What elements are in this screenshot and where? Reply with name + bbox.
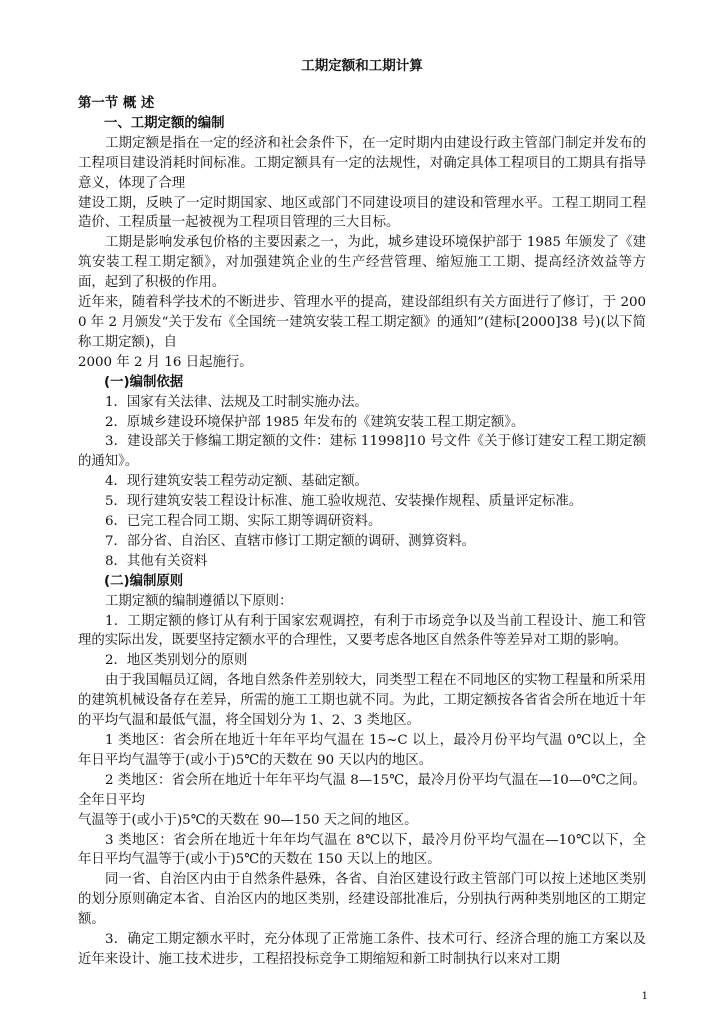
basis-item: 2．原城乡建设环境保护部 1985 年发布的《建筑安装工程工期定额》。 (105, 414, 525, 430)
paragraph: 2000 年 2 月 16 日起施行。 (78, 354, 253, 370)
paragraph: 2 类地区：省会所在地近十年年平均气温 8—15℃，最冷月份平均气温在—10—0℃之间。全年日平均 (78, 772, 646, 808)
paragraph: 气温等于(或小于)5℃的天数在 90—150 天之间的地区。 (78, 812, 418, 828)
paragraph: 工期定额是指在一定的经济和社会条件下，在一定时期内由建设行政主管部门制定并发布的工程项目建设消耗时间标准。工期定额具有一定的法规性，对确定具体工程项目的工期具有指导意义，体现了合理 (78, 135, 646, 191)
paragraph: 建设工期，反映了一定时期国家、地区或部门不同建设项目的建设和管理水平。工程工期同工程造价、工程质量一起被视为工程项目管理的三大目标。 (78, 195, 646, 231)
basis-item: 4．现行建筑安装工程劳动定额、基础定额。 (105, 474, 368, 490)
paragraph: 2．地区类别划分的原则 (105, 653, 248, 669)
paragraph: 3 类地区：省会所在地近十年年均气温在 8℃以下，最冷月份平均气温在—10℃以下，全年日平均气温等于(或小于)5℃的天数在 150 天以上的地区。 (78, 832, 646, 868)
basis-item: 5．现行建筑安装工程设计标准、施工验收规范、安装操作规程、质量评定标准。 (105, 494, 583, 510)
basis-item: 1．国家有关法律、法规及工时制实施办法。 (105, 394, 368, 410)
basis-heading: (一)编制依据 (104, 374, 184, 390)
document-page (78, 56, 646, 970)
basis-item: 7．部分省、自治区、直辖市修订工期定额的调研、测算资料。 (105, 533, 476, 549)
paragraph: 1．工期定额的修订从有利于国家宏观调控，有利于市场竞争以及当前工程设计、施工和管理的实际出发，既要坚持定额水平的合理性，又要考虑各地区自然条件等差异对工期的影响。 (78, 613, 646, 649)
paragraph: 工期是影响发承包价格的主要因素之一，为此，城乡建设环境保护部于 1985 年颁发了《建筑安装工程工期定额》，对加强建筑企业的生产经营管理、缩短施工工期、提高经济效益等方面，起到了积极的作用。 (78, 235, 646, 291)
basis-item: 3．建设部关于修编工期定额的文件：建标 11998]10 号文件《关于修订建安工程工期定额的通知》。 (78, 434, 646, 470)
paragraph: 同一省、自治区内由于自然条件悬殊，各省、自治区建设行政主管部门可以按上述地区类别的划分原则确定本省、自治区内的地区类别，经建设部批准后，分别执行两种类别地区的工期定额。 (78, 872, 646, 928)
principle-heading: (二)编制原则 (104, 573, 184, 589)
paragraph: 1 类地区：省会所在地近十年年平均气温在 15~C 以上，最冷月份平均气温 0℃以上，全年日平均气温等于(或小于)5℃的天数在 90 天以内的地区。 (78, 733, 646, 768)
basis-item: 6．已完工程合同工期、实际工期等调研资料。 (105, 514, 382, 530)
paragraph: 工期定额的编制遵循以下原则： (105, 593, 293, 609)
paragraph: 由于我国幅员辽阔，各地自然条件差别较大，同类型工程在不同地区的实物工程量和所采用的建筑机械设备存在差异，所需的施工工期也就不同。为此，工期定额按各省省会所在地近十年的平均气温和最低气温，将全国划分为 1、2、3 类地区。 (78, 673, 646, 729)
basis-item: 8．其他有关资料 (105, 553, 208, 569)
section-heading: 第一节 概 述 (78, 96, 155, 111)
page-number: 1 (641, 991, 648, 1002)
paragraph: 近年来，随着科学技术的不断进步、管理水平的提高，建设部组织有关方面进行了修订，于 2000 年 2 月颁发“关于发布《全国统一建筑安装工程工期定额》的通知”(建标[2000]38 号)(以下简称工期定额)，自 (78, 295, 646, 350)
paragraph: 3．确定工期定额水平时，充分体现了正常施工条件、技术可行、经济合理的施工方案以及近年来设计、施工技术进步，工程招投标竞争工期缩短和新工时制执行以来对工期 (78, 932, 646, 967)
sub-heading: 一、工期定额的编制 (104, 115, 225, 131)
document-title: 工期定额和工期计算 (301, 58, 423, 74)
